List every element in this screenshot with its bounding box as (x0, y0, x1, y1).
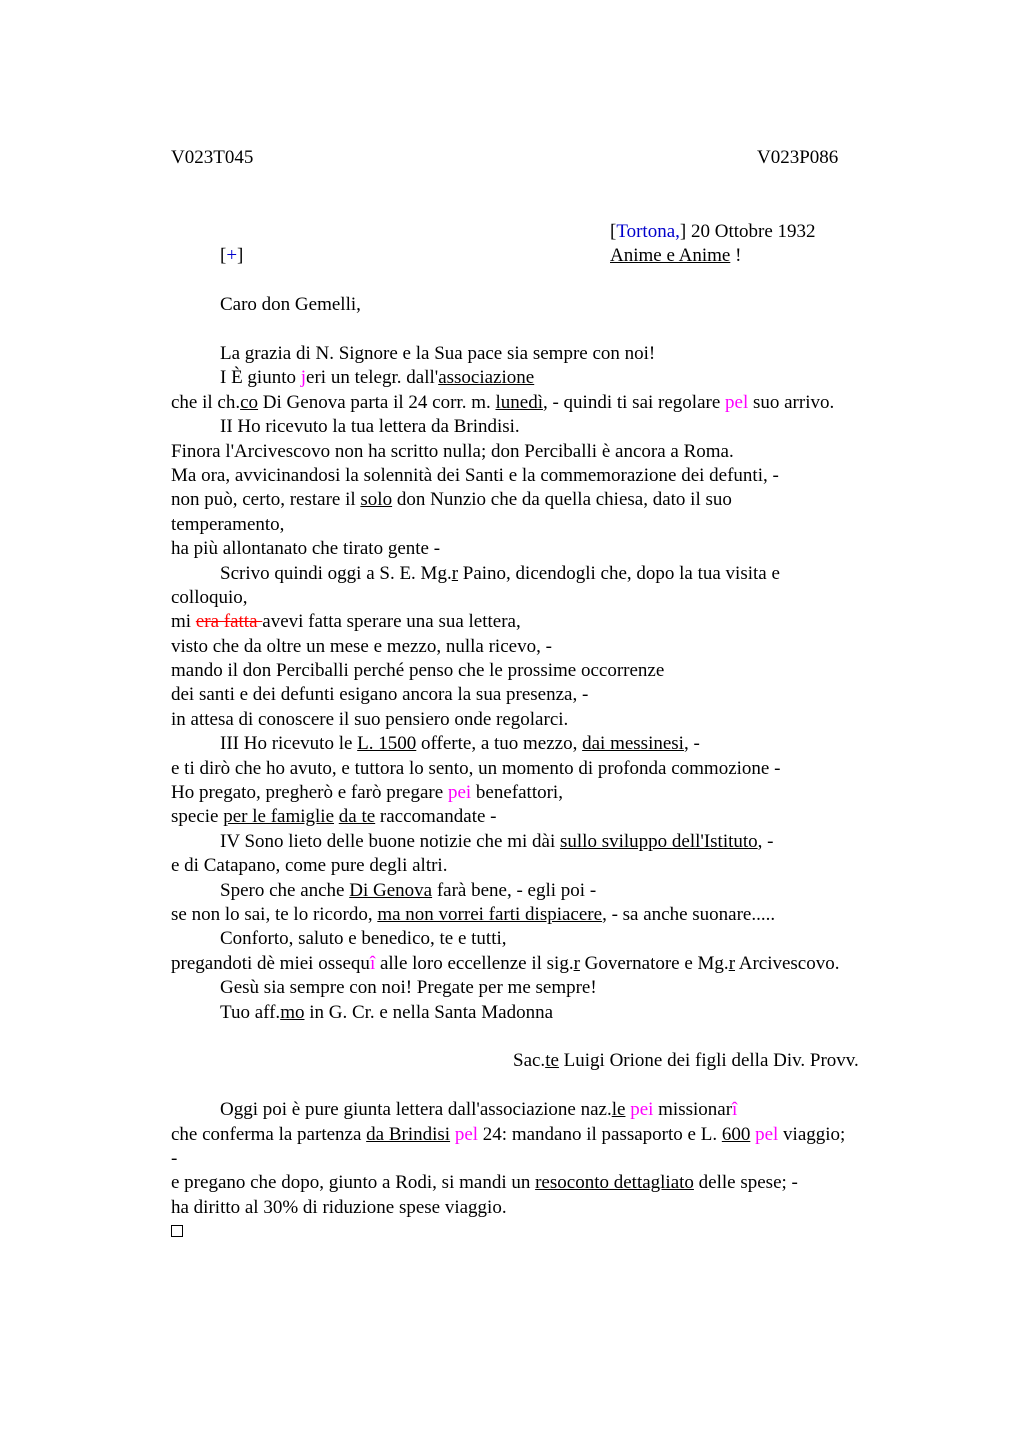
underlined-text: ma non vorrei farti dispiacere (377, 903, 603, 925)
text-run: se non lo sai, te lo ricordo, (171, 903, 378, 925)
letter-line: colloquio, (171, 586, 248, 608)
text-run: 24: mandano il passaporto e L. (478, 1123, 722, 1145)
letter-line: visto che da oltre un mese e mezzo, nulla ricevo, - (171, 635, 552, 657)
cross-icon: + (226, 245, 238, 266)
letter-line: II Ho ricevuto la tua lettera da Brindisi. (220, 416, 520, 438)
letter-line (171, 1001, 931, 1025)
text-run: , - (757, 830, 774, 852)
motto-text: Anime e Anime (610, 245, 731, 266)
text-run: Di Genova parta il 24 corr. m. (258, 391, 496, 413)
text-run: Spero che anche (220, 879, 350, 901)
letter-line (171, 732, 931, 756)
text-run: avevi fatta sperare una sua lettera, (262, 611, 521, 633)
text-run: Luigi Orione dei figli della Div. Provv. (558, 1050, 859, 1072)
text-run: viaggio; (778, 1123, 846, 1145)
underlined-text: mo (280, 1001, 305, 1023)
text-run: Ho pregato, pregherò e farò pregare (171, 782, 448, 804)
text-run: , - quindi ti sai regolare (542, 391, 726, 413)
text-run: specie (171, 806, 224, 828)
letter-line: mando il don Perciballi perché penso che le prossime occorrenze (171, 660, 665, 682)
text-run: in G. Cr. e nella Santa Madonna (304, 1001, 553, 1023)
letter-line (171, 903, 931, 927)
dateline (610, 220, 816, 244)
text-run: , - sa anche suonare..... (602, 903, 776, 925)
letter-line (171, 952, 931, 976)
text-run: offerte, a tuo mezzo, (416, 733, 583, 755)
postscript-line (171, 1171, 931, 1195)
text-run: raccomandate - (375, 806, 497, 828)
signature (171, 1049, 931, 1073)
underlined-text: associazione (438, 367, 535, 389)
letter-line: dei santi e dei defunti esigano ancora la sua presenza, - (171, 684, 589, 706)
underlined-text: resoconto dettagliato (535, 1172, 694, 1194)
text-run: pel (454, 1123, 479, 1145)
cross-bracket-close: ] (237, 245, 244, 266)
cross-mark (220, 244, 243, 268)
underlined-text: le (611, 1099, 626, 1121)
text-run: suo arrivo. (748, 391, 835, 413)
archive-code-left: V023T045 (171, 147, 254, 168)
letter-line: Conforto, saluto e benedico, te e tutti, (220, 928, 507, 950)
text-run: I È giunto (220, 367, 301, 389)
letter-line: Finora l'Arcivescovo non ha scritto nulla; don Perciballi è ancora a Roma. (171, 440, 734, 462)
underlined-text: da te (338, 806, 376, 828)
motto-tail: ! (730, 245, 742, 266)
text-run: mi (171, 611, 196, 633)
dateline-place: Tortona, (616, 221, 680, 242)
letter-line: temperamento, (171, 513, 285, 535)
letter-body (171, 342, 931, 1244)
text-run: î (369, 952, 376, 974)
letter-line: e di Catapano, come pure degli altri. (171, 855, 448, 877)
underlined-text: solo (360, 489, 393, 511)
text-run: Tuo aff. (220, 1001, 281, 1023)
underlined-text: da Brindisi (366, 1123, 451, 1145)
spacer (171, 1025, 931, 1049)
text-run: Paino, dicendogli che, dopo la tua visita e (458, 562, 780, 584)
dateline-bracket-open: [ (610, 221, 617, 242)
underlined-text: te (545, 1050, 559, 1072)
letter-line (171, 610, 931, 634)
text-run: pei (630, 1099, 654, 1121)
underlined-text: per le famiglie (223, 806, 335, 828)
letter-line: Ma ora, avvicinandosi la solennità dei Santi e la commemorazione dei defunti, - (171, 464, 779, 486)
text-run: missionar (653, 1099, 733, 1121)
underlined-text: L. 1500 (357, 733, 417, 755)
letter-line (171, 781, 931, 805)
text-run: benefattori, (471, 782, 563, 804)
underlined-text: r (573, 952, 580, 974)
text-run: pregandoti dè miei ossequ (171, 952, 370, 974)
underlined-text: r (728, 952, 736, 974)
postscript-line: ha diritto al 30% di riduzione spese viaggio. (171, 1196, 507, 1218)
postscript-line (171, 1123, 931, 1147)
text-run: pel (755, 1123, 779, 1145)
archive-code-right: V023P086 (757, 147, 839, 168)
underlined-text: 600 (721, 1123, 751, 1145)
letter-line: e ti dirò che ho avuto, e tuttora lo sento, un momento di profonda commozione - (171, 757, 781, 779)
dateline-date: ] 20 Ottobre 1932 (679, 221, 816, 242)
letter-line (171, 562, 931, 586)
text-run: eri un telegr. dall' (306, 367, 439, 389)
text-run: non può, certo, restare il (171, 489, 361, 511)
end-box-icon (171, 1225, 183, 1237)
postscript-line (171, 1098, 931, 1122)
postscript-line: - (171, 1147, 178, 1169)
letter-line: Gesù sia sempre con noi! Pregate per me sempre! (220, 977, 597, 999)
underlined-text: sullo sviluppo dell'Istituto (560, 830, 758, 852)
underlined-text: dai messinesi (582, 733, 684, 755)
text-run: pel (725, 391, 749, 413)
struck-text: era fatta (195, 611, 263, 633)
text-run: j (300, 367, 307, 389)
text-run: delle spese; - (693, 1172, 798, 1194)
letter-line: La grazia di N. Signore e la Sua pace sia sempre con noi! (220, 343, 656, 364)
text-run: Sac. (513, 1050, 546, 1072)
text-run: Oggi poi è pure giunta lettera dall'associazione naz. (220, 1099, 612, 1121)
text-run: î (732, 1099, 738, 1121)
letter-line: in attesa di conoscere il suo pensiero onde regolarci. (171, 708, 569, 730)
underlined-text: Di Genova (349, 879, 433, 901)
text-run: Arcivescovo. (735, 952, 840, 974)
text-run: III Ho ricevuto le (220, 733, 358, 755)
letter-line (171, 805, 931, 829)
salutation: Caro don Gemelli, (220, 294, 361, 315)
letter-line: ha più allontanato che tirato gente - (171, 538, 441, 560)
motto (610, 244, 741, 268)
text-run: Scrivo quindi oggi a S. E. Mg. (220, 562, 452, 584)
letter-line (171, 830, 931, 854)
text-run: Governatore e Mg. (579, 952, 729, 974)
text-run: alle loro eccellenze il sig. (375, 952, 574, 974)
text-run: farà bene, - egli poi - (432, 879, 597, 901)
spacer (171, 1074, 931, 1098)
underlined-text: lunedì (495, 391, 543, 413)
cross-bracket-open: [ (220, 245, 227, 266)
text-run: pei (447, 782, 472, 804)
letter-line (171, 488, 931, 512)
text-run: che il ch. (171, 391, 241, 413)
text-run: , - (683, 733, 700, 755)
end-marker (171, 1220, 931, 1244)
letter-line (171, 391, 931, 415)
underlined-text: r (451, 562, 459, 584)
text-run: don Nunzio che da quella chiesa, dato il suo (392, 489, 732, 511)
text-run: e pregano che dopo, giunto a Rodi, si mandi un (171, 1172, 536, 1194)
letter-line (171, 879, 931, 903)
letter-line (171, 366, 931, 390)
text-run: che conferma la partenza (171, 1123, 367, 1145)
text-run: IV Sono lieto delle buone notizie che mi dài (220, 830, 560, 852)
underlined-text: co (240, 391, 259, 413)
